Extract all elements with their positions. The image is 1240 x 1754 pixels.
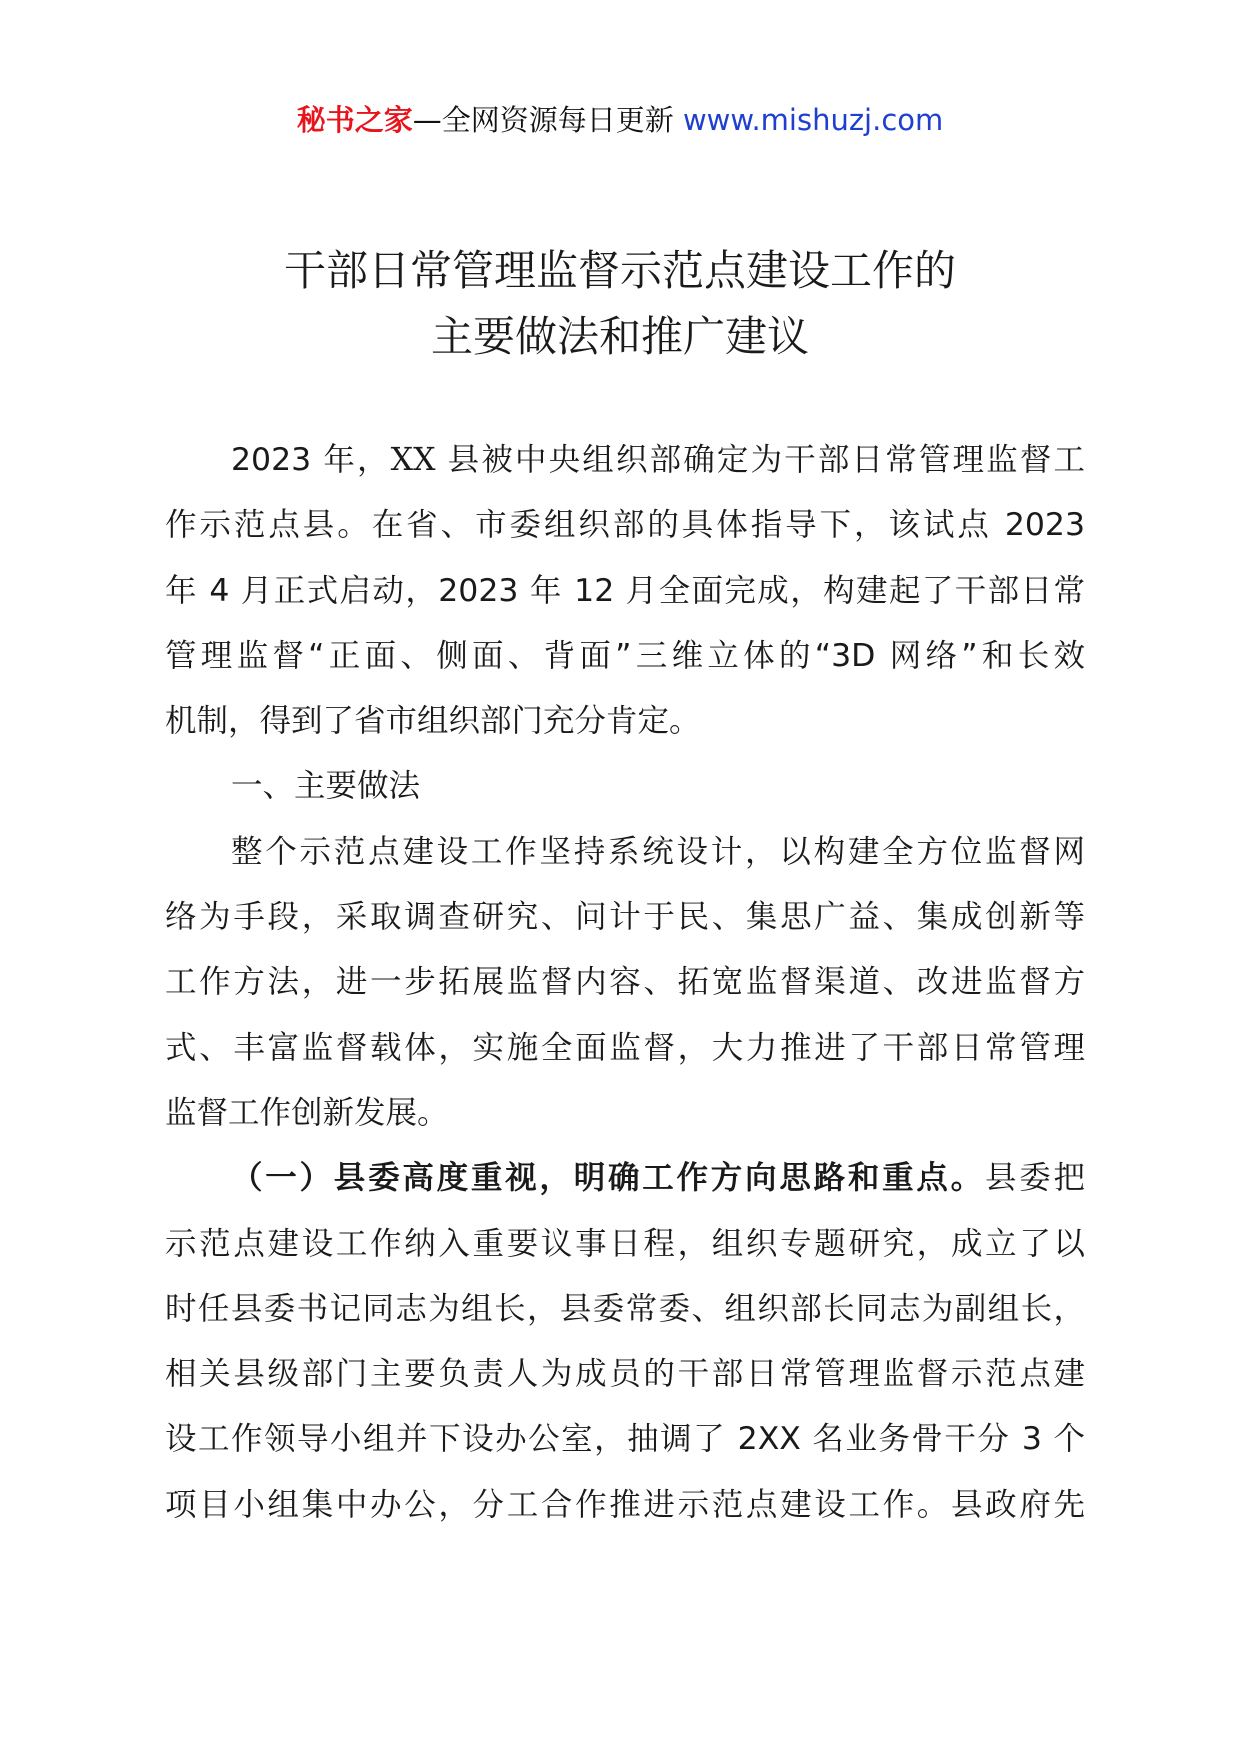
text-line: 时任县委书记同志为组长，县委常委、组织部长同志为副组长， [165, 1290, 1085, 1327]
subsection-heading: （一）县委高度重视，明确工作方向思路和重点。 [231, 1160, 985, 1197]
text-line: 机制，得到了省市组织部门充分肯定。 [165, 703, 701, 740]
text-line: 年 4 月正式启动，2023 年 12 月全面完成，构建起了干部日常 [165, 572, 1085, 609]
paragraph-intro [165, 428, 1085, 754]
text-line: 整个示范点建设工作坚持系统设计，以构建全方位监督网 [231, 833, 1085, 870]
paragraph-methods [165, 820, 1085, 1146]
text-line: 相关县级部门主要负责人为成员的干部日常管理监督示范点建 [165, 1356, 1085, 1393]
text-line: 管理监督“正面、侧面、背面”三维立体的“3D 网络”和长效 [165, 637, 1085, 674]
text-line [165, 1146, 1085, 1211]
text-line: 工作方法，进一步拓展监督内容、拓宽监督渠道、改进监督方 [165, 964, 1085, 1001]
site-header [0, 100, 1240, 140]
title-line-1: 干部日常管理监督示范点建设工作的 [283, 246, 956, 295]
title-line-2: 主要做法和推广建议 [430, 312, 809, 361]
text-line: 络为手段，采取调查研究、问计于民、集思广益、集成创新等 [165, 899, 1085, 936]
document-title [0, 238, 1240, 370]
brand-name: 秘书之家 [296, 103, 413, 137]
text-span: 县委把 [984, 1160, 1085, 1197]
text-line: 作示范点县。在省、市委组织部的具体指导下，该试点 2023 [165, 507, 1085, 544]
text-span: 2023 年， [231, 442, 391, 478]
header-tagline: —全网资源每日更新 [412, 103, 674, 137]
text-span: XX [390, 442, 436, 478]
site-url-link[interactable]: www.mishuzj.com [682, 103, 944, 137]
text-line: 项目小组集中办公，分工合作推进示范点建设工作。县政府先 [165, 1486, 1085, 1523]
text-line: 式、丰富监督载体，实施全面监督，大力推进了干部日常管理 [165, 1029, 1085, 1066]
text-line [165, 428, 1085, 493]
paragraph-subsection-1 [165, 1146, 1085, 1538]
section-heading: 一、主要做法 [231, 768, 421, 805]
text-line: 示范点建设工作纳入重要议事日程，组织专题研究，成立了以 [165, 1225, 1085, 1262]
text-span: 县被中央组织部确定为干部日常管理监督工 [435, 442, 1085, 478]
document-body [165, 428, 1085, 1538]
text-line: 设工作领导小组并下设办公室，抽调了 2XX 名业务骨干分 3 个 [165, 1421, 1085, 1458]
text-line: 监督工作创新发展。 [165, 1094, 449, 1131]
